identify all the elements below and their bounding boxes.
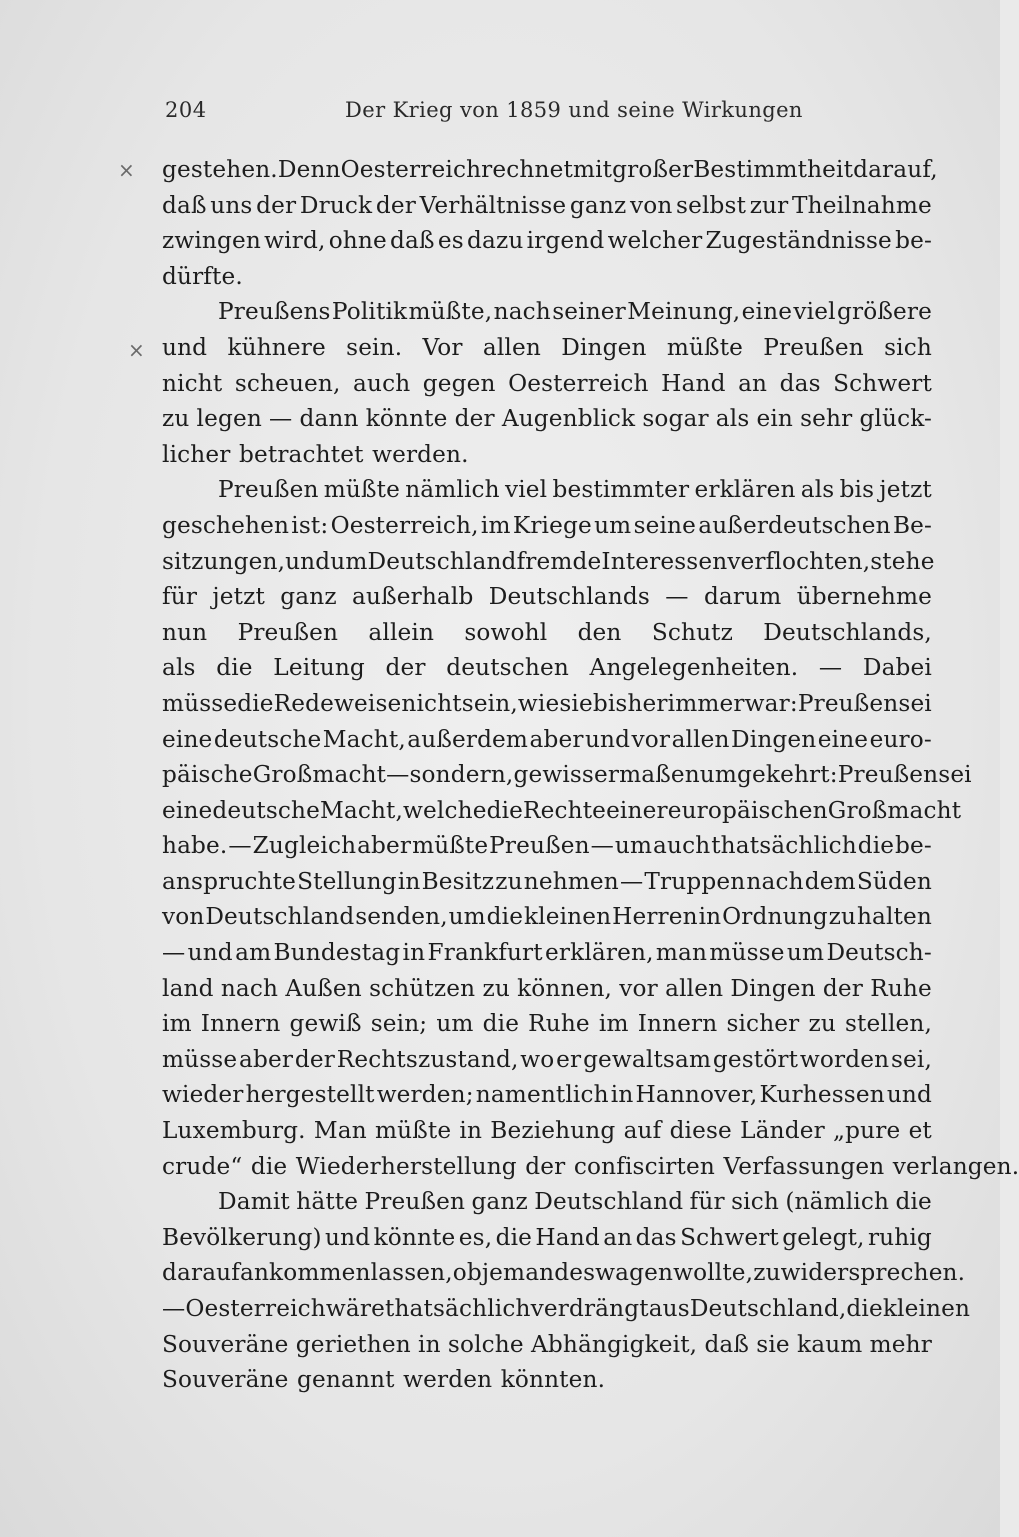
- margin-mark: ×: [118, 158, 135, 182]
- text-line: Damit hätte Preußen ganz Deutschland für sich (nämlich die: [218, 1188, 932, 1216]
- text-line: päische Großmacht — sondern, gewissermaßen umgekehrt: Preußen sei: [162, 761, 972, 789]
- text-line: müsse die Redeweise nicht sein, wie sie bisher immer war: Preußen sei: [162, 689, 932, 717]
- text-line: Bevölkerung) und könnte es, die Hand an das Schwert gelegt, ruhig: [162, 1223, 932, 1251]
- text-line: nicht scheuen, auch gegen Oesterreich Hand an das Schwert: [162, 369, 932, 397]
- body-text: [162, 152, 1019, 1398]
- paragraph: [162, 294, 932, 472]
- text-line: zu legen — dann könnte der Augenblick sogar als ein sehr glück-: [162, 405, 932, 433]
- paragraph: [162, 1184, 971, 1398]
- text-line: als die Leitung der deutschen Angelegenheiten. — Dabei: [162, 654, 932, 682]
- text-line: von Deutschland senden, um die kleinen Herren in Ordnung zu halten: [162, 903, 932, 931]
- text-line: im Innern gewiß sein; um die Ruhe im Innern sicher zu stellen,: [162, 1010, 932, 1038]
- page-header: [165, 98, 935, 134]
- text-line: eine deutsche Macht, außerdem aber und vor allen Dingen eine euro-: [162, 725, 932, 753]
- text-line: für jetzt ganz außerhalb Deutschlands — darum übernehme: [162, 583, 932, 611]
- text-line: Preußens Politik müßte, nach seiner Meinung, eine viel größere: [218, 298, 932, 326]
- running-title: Der Krieg von 1859 und seine Wirkungen: [345, 98, 803, 122]
- margin-mark: ×: [128, 338, 145, 362]
- text-line: Souveräne geriethen in solche Abhängigkeit, daß sie kaum mehr: [162, 1330, 932, 1358]
- text-line: land nach Außen schützen zu können, vor allen Dingen der Ruhe: [162, 974, 932, 1002]
- text-line: habe. — Zugleich aber müßte Preußen — um auch thatsächlich die be-: [162, 832, 932, 860]
- page-number: 204: [165, 98, 207, 122]
- text-line: anspruchte Stellung in Besitz zu nehmen — Truppen nach dem Süden: [162, 867, 932, 895]
- text-line: geschehen ist: Oesterreich, im Kriege um seine außerdeutschen Be-: [162, 511, 932, 539]
- paragraph: [162, 472, 1019, 1184]
- text-line: wieder hergestellt werden; namentlich in Hannover, Kurhessen und: [162, 1081, 932, 1109]
- text-line: nun Preußen allein sowohl den Schutz Deutschlands,: [162, 618, 932, 646]
- text-line: sitzungen, und um Deutschland fremde Interessen verflochten, stehe: [162, 547, 935, 575]
- text-line: — Oesterreich wäre thatsächlich verdrängt aus Deutschland, die kleinen: [162, 1295, 971, 1322]
- text-line: darauf ankommen lassen, ob jemand es wagen wollte, zu widersprechen.: [162, 1259, 966, 1287]
- text-line: und kühnere sein. Vor allen Dingen müßte Preußen sich: [162, 333, 932, 361]
- text-line: — und am Bundestag in Frankfurt erklären, man müsse um Deutsch-: [162, 939, 932, 967]
- text-line: Luxemburg. Man müßte in Beziehung auf diese Länder „pure et: [162, 1117, 932, 1145]
- text-line: dürfte.: [162, 262, 243, 290]
- text-line: Souveräne genannt werden könnten.: [162, 1366, 606, 1394]
- paragraph: [162, 152, 938, 294]
- text-line: eine deutsche Macht, welche die Rechte einer europäischen Großmacht: [162, 796, 962, 824]
- text-line: crude“ die Wiederherstellung der confiscirten Verfassungen verlangen.: [162, 1152, 1019, 1180]
- text-line: müsse aber der Rechtszustand, wo er gewaltsam gestört worden sei,: [162, 1045, 932, 1073]
- text-line: Preußen müßte nämlich viel bestimmter erklären als bis jetzt: [218, 476, 932, 504]
- text-line: licher betrachtet werden.: [162, 440, 469, 468]
- text-line: zwingen wird, ohne daß es dazu irgend welcher Zugeständnisse be-: [162, 227, 932, 255]
- text-line: daß uns der Druck der Verhältnisse ganz von selbst zur Theilnahme: [162, 191, 932, 219]
- text-line: gestehen. Denn Oesterreich rechnet mit großer Bestimmtheit darauf,: [162, 156, 938, 183]
